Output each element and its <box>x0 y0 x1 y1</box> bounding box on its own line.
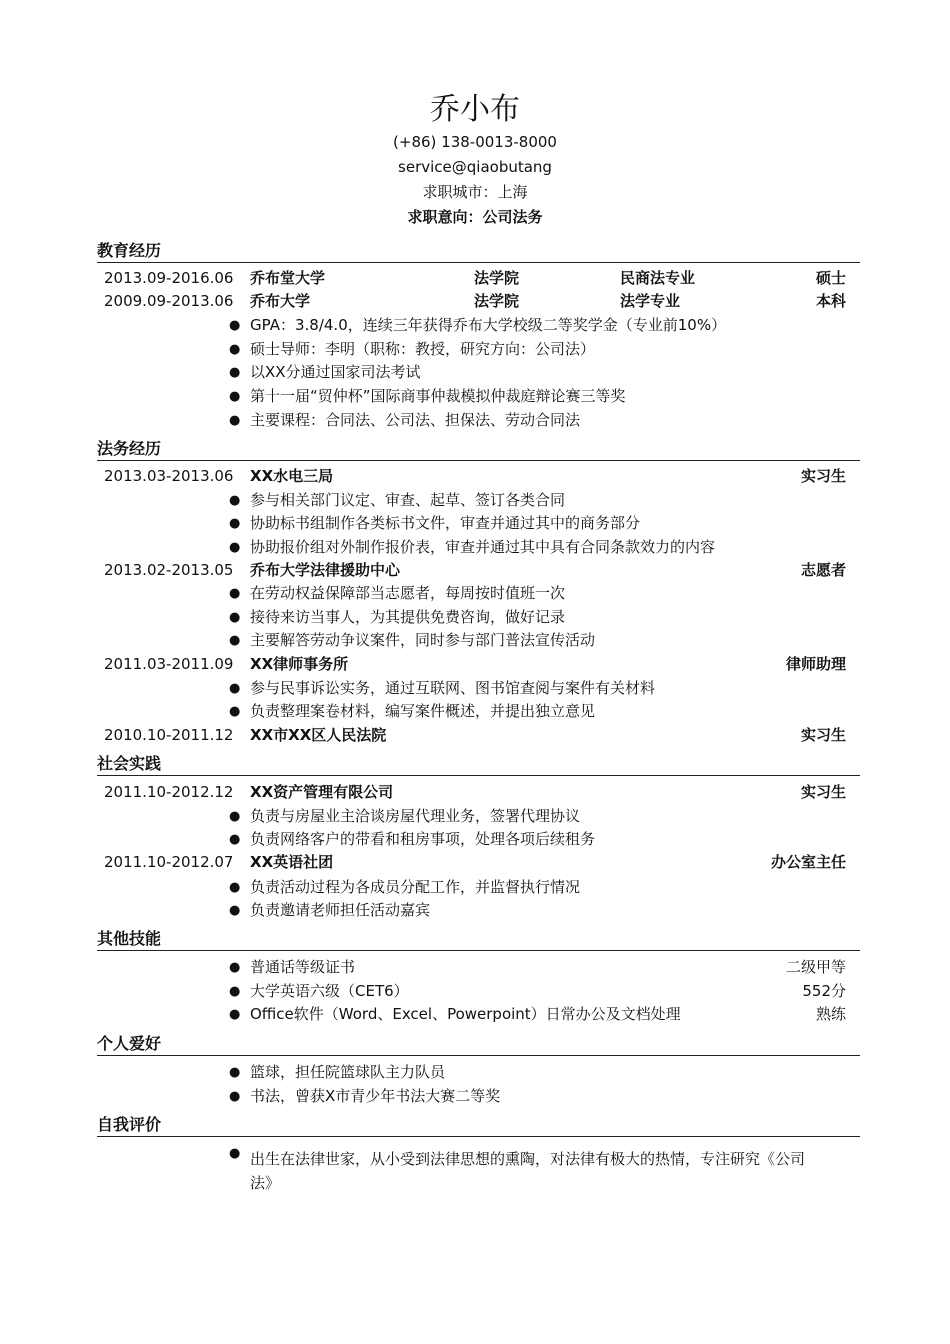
school-name: 乔布堂大学 <box>250 269 326 287</box>
skill-level: 552分 <box>802 982 846 1000</box>
skill-level: 熟练 <box>815 1005 846 1023</box>
experience-entry <box>0 465 950 488</box>
section-title-social: 社会实践 <box>97 753 860 776</box>
bullet-icon: ● <box>229 984 241 999</box>
bullet-icon: ● <box>229 1146 241 1161</box>
experience-entry <box>0 724 950 747</box>
organization: 乔布大学法律援助中心 <box>250 561 401 579</box>
self-evaluation-item <box>0 1144 950 1200</box>
role: 实习生 <box>800 726 846 744</box>
department: 法学院 <box>474 292 520 310</box>
candidate-name: 乔小布 <box>430 92 520 127</box>
bullet-icon: ● <box>229 1007 241 1022</box>
bullet-icon: ● <box>229 586 241 601</box>
organization: XX律师事务所 <box>250 655 349 673</box>
entry-date: 2011.10-2012.12 <box>104 783 234 801</box>
entry-date: 2013.02-2013.05 <box>104 561 234 579</box>
self-evaluation-line: 法》 <box>250 1174 281 1192</box>
entry-date: 2013.09-2016.06 <box>104 269 234 287</box>
organization: XX水电三局 <box>250 467 334 485</box>
organization: XX资产管理有限公司 <box>250 783 394 801</box>
education-entry <box>0 267 950 290</box>
bullet-icon: ● <box>229 960 241 975</box>
bullet-icon: ● <box>229 633 241 648</box>
job-intention: 求职意向：公司法务 <box>407 208 543 226</box>
degree: 本科 <box>815 292 846 310</box>
bullet-icon: ● <box>229 610 241 625</box>
skill-level: 二级甲等 <box>785 958 846 976</box>
section-title-legal: 法务经历 <box>97 438 860 461</box>
role: 实习生 <box>800 467 846 485</box>
bullet-icon: ● <box>229 809 241 824</box>
bullet-icon: ● <box>229 540 241 555</box>
school-name: 乔布大学 <box>250 292 311 310</box>
entry-date: 2011.03-2011.09 <box>104 655 234 673</box>
entry-date: 2011.10-2012.07 <box>104 853 234 871</box>
organization: XX市XX区人民法院 <box>250 726 387 744</box>
experience-entry <box>0 653 950 676</box>
organization: XX英语社团 <box>250 853 334 871</box>
role: 办公室主任 <box>770 853 846 871</box>
entry-date: 2013.03-2013.06 <box>104 467 234 485</box>
resume-page: 乔小布 (+86) 138-0013-8000 service@qiaobutang 求职城市：上海 求职意向：公司法务 教育经历 2013.09-2016.06 乔布堂大学 法学院 民商法专业 硕士 2009.09-2013.06 乔布大学 法学院 法学专业 本科 ● GPA：3.8/4.0，连续三年获得乔布大学校级二等奖学金（专业前10%） ● 硕士导师：李明（职称：教授，研究方向：公司法） ● 以XX分通过国家司法考试 ● 第十一届“贸仲杯”国际商事仲裁模拟仲裁庭辩论赛三等奖 ● 主要课程：合同法、公司法、担保法、劳动合同法 法务经历 2013.03-2013.06 XX水电三局 实习生 ● 参与相关部门议定、审查、起草、签订各类合同 ● 协助标书组制作各类标书文件，审查并通过其中的商务部分 ● 协助报价组对外制作报价表，审查并通过其中具有合同条款效力的内容 2013.02-2013.05 乔布大学法律援助中心 志愿者 ● 在劳动权益保障部当志愿者，每周按时值班一次 ● 接待来访当事人，为其提供免费咨询，做好记录 ● 主要解答劳动争议案件，同时参与部门普法宣传活动 2011.03-2011.09 XX律师事务所 律师助理 ● 参与民事诉讼实务，通过互联网、图书馆查阅与案件有关材料 ● 负责整理案卷材料，编写案件概述，并提出独立意见 2010.10-2011.12 XX市XX区人民法院 实习生 社会实践 2011.10-2012.12 XX资产管理有限公司 实习生 ● 负责与房屋业主洽谈房屋代理业务，签署代理协议 ● 负责网络客户的带看和租房事项，处理各项后续租务 2011.10-2012.07 XX英语社团 办公室主任 ● 负责活动过程为各成员分配工作，并监督执行情况 ● 负责邀请老师担任活动嘉宾 其他技能 ● 普通话等级证书 二级甲等 ● 大学英语六级（CET6） 552分 ● Office软件（Word、Excel、Powerpoint）日常办公及文档处理 熟练 个人爱好 ● 篮球，担任院篮球队主力队员 ● 书法，曾获X市青少年书法大赛二等奖 自我评价 ● 出生在法律世家，从小受到法律思想的熏陶，对法律有极大的热情，专注研究《公司 法》 <box>0 0 950 1344</box>
role: 实习生 <box>800 783 846 801</box>
bullet-icon: ● <box>229 389 241 404</box>
bullet-icon: ● <box>229 365 241 380</box>
resume-header <box>0 90 950 230</box>
phone-number: (+86) 138-0013-8000 <box>393 133 557 151</box>
degree: 硕士 <box>815 269 846 287</box>
bullet-icon: ● <box>229 681 241 696</box>
section-title-self-evaluation: 自我评价 <box>97 1114 860 1137</box>
bullet-icon: ● <box>229 516 241 531</box>
self-evaluation-line: 出生在法律世家，从小受到法律思想的熏陶，对法律有极大的热情，专注研究《公司 <box>250 1150 806 1168</box>
entry-date: 2010.10-2011.12 <box>104 726 234 744</box>
bullet-icon: ● <box>229 832 241 847</box>
bullet-icon: ● <box>229 1089 241 1104</box>
bullet-icon: ● <box>229 493 241 508</box>
bullet-icon: ● <box>229 1065 241 1080</box>
education-entry <box>0 290 950 313</box>
experience-entry <box>0 559 950 582</box>
bullet-icon: ● <box>229 903 241 918</box>
experience-entry <box>0 851 950 874</box>
major: 法学专业 <box>620 292 681 310</box>
section-title-hobbies: 个人爱好 <box>97 1033 860 1056</box>
bullet-icon: ● <box>229 413 241 428</box>
role: 律师助理 <box>785 655 846 673</box>
target-city: 求职城市：上海 <box>422 183 528 201</box>
bullet-icon: ● <box>229 704 241 719</box>
role: 志愿者 <box>800 561 846 579</box>
entry-date: 2009.09-2013.06 <box>104 292 234 310</box>
experience-entry <box>0 781 950 804</box>
bullet-icon: ● <box>229 342 241 357</box>
section-title-skills: 其他技能 <box>97 928 860 951</box>
bullet-icon: ● <box>229 880 241 895</box>
email-address: service@qiaobutang <box>398 158 552 176</box>
bullet-icon: ● <box>229 318 241 333</box>
department: 法学院 <box>474 269 520 287</box>
section-title-education: 教育经历 <box>97 240 860 263</box>
major: 民商法专业 <box>620 269 696 287</box>
